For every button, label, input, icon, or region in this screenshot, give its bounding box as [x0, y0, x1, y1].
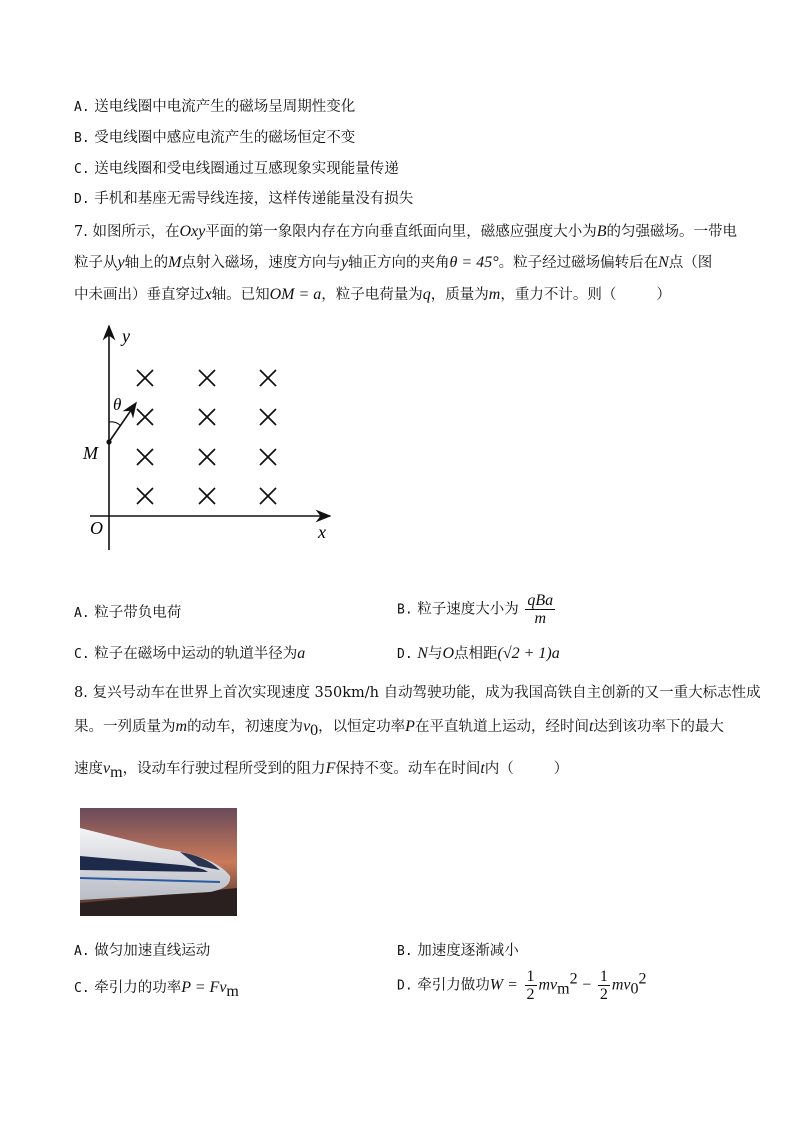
q6-option-a: [74, 97, 355, 118]
option-text: 做匀加速直线运动: [94, 943, 211, 959]
q8-stem-line-3: [74, 759, 568, 783]
stem-text: ）: [553, 761, 569, 777]
x-axis-label: x: [318, 522, 326, 542]
math-y: y: [117, 254, 125, 271]
stem-text: 轴正方向的夹角: [348, 255, 450, 271]
math-x: x: [204, 286, 212, 303]
math-theta: θ = 45°: [449, 254, 499, 271]
math-distance: (√2 + 1)a: [497, 645, 560, 662]
option-text: 受电线圈中感应电流产生的磁场恒定不变: [94, 130, 356, 146]
stem-text: 粒子从: [74, 255, 118, 271]
q8-stem-line-2: [74, 717, 724, 741]
field-cross: [199, 449, 215, 465]
math-t: t: [588, 718, 594, 735]
q7-option-a: [74, 603, 181, 624]
stem-text: 轴。已知: [211, 287, 270, 303]
option-label: B.: [397, 602, 413, 618]
math-mv: mv: [538, 976, 558, 994]
subscript: m: [110, 763, 123, 781]
point-m-label: M: [83, 443, 98, 463]
stem-text: 如图所示，在: [92, 224, 180, 240]
math-oxy: Oxy: [179, 223, 206, 240]
math-v: v: [103, 760, 111, 777]
train-photo: [80, 808, 237, 916]
math-o: O: [442, 645, 454, 662]
math-v: v: [303, 718, 311, 735]
math-mass: m: [175, 718, 188, 735]
option-text: 牵引力的功率: [94, 980, 182, 996]
math-m-point: M: [168, 254, 182, 271]
option-text: 粒子速度大小为: [417, 601, 519, 618]
q6-option-c: [74, 159, 399, 180]
q7-stem-line-3: [74, 285, 671, 305]
stem-text: 内（: [484, 761, 514, 777]
origin-label: O: [90, 518, 103, 538]
stem-text: ，质量为: [430, 287, 489, 303]
option-label: B.: [74, 131, 90, 146]
option-text: 与: [427, 646, 443, 662]
minus-sign: −: [582, 976, 592, 994]
y-axis-label: y: [122, 326, 130, 346]
math-w: W =: [489, 976, 518, 994]
q7-option-b: [397, 592, 557, 627]
fraction-numerator: 1: [526, 968, 535, 985]
stem-text: 在平直轨道上运动，经时间: [414, 719, 589, 735]
fraction-numerator: 1: [599, 968, 608, 985]
field-cross: [199, 488, 215, 504]
option-label: C.: [74, 162, 90, 177]
q6-option-b: [74, 128, 355, 149]
stem-text: 中未画出）垂直穿过: [74, 287, 205, 303]
stem-text: ，重力不计。则（: [500, 287, 617, 303]
q7-option-d: [397, 644, 560, 665]
stem-text: 保持不变。动车在时间: [335, 761, 481, 777]
stem-text: 点射入磁场，速度方向与: [181, 255, 341, 271]
option-text: 送电线圈和受电线圈通过互感现象实现能量传递: [94, 161, 399, 177]
stem-text: 的动车，初速度为: [187, 719, 304, 735]
half-fraction: [525, 968, 537, 1003]
math-n: N: [658, 254, 669, 271]
stem-text: ）: [656, 287, 671, 303]
math-f: F: [325, 760, 336, 777]
q8-option-b: [397, 941, 519, 962]
field-cross: [137, 409, 153, 425]
field-cross: [260, 370, 276, 386]
field-cross: [199, 370, 215, 386]
option-label: B.: [397, 944, 413, 959]
math-p: P: [405, 718, 415, 735]
option-label: A.: [74, 944, 90, 959]
math-y: y: [340, 254, 349, 271]
option-label: D.: [397, 647, 413, 662]
option-text: 粒子在磁场中运动的轨道半径为: [94, 646, 298, 662]
field-cross: [260, 449, 276, 465]
math-q: q: [422, 286, 431, 303]
subscript: 0: [310, 721, 319, 739]
math-n: N: [417, 645, 428, 662]
option-label: A.: [74, 100, 90, 115]
q8-option-d: [397, 968, 647, 1003]
option-label: C.: [74, 647, 90, 662]
stem-text: 速度: [74, 761, 103, 777]
option-text: 加速度逐渐减小: [417, 943, 519, 959]
option-label: A.: [74, 606, 90, 621]
subscript: m: [226, 982, 239, 1000]
option-label: D.: [397, 978, 413, 994]
math-power: P = Fv: [181, 979, 227, 996]
subscript: m: [557, 980, 570, 998]
magnetic-field-diagram: [78, 318, 348, 558]
speed-fraction: [525, 592, 555, 627]
stem-text: 平面的第一象限内存在方向垂直纸面向里，磁感应强度大小为: [205, 224, 597, 240]
field-cross: [137, 370, 153, 386]
field-cross: [260, 488, 276, 504]
fraction-denominator: m: [534, 610, 547, 627]
question-number: 8.: [74, 685, 88, 701]
math-a: a: [297, 645, 306, 662]
stem-text: 。粒子经过磁场偏转后在: [498, 255, 659, 271]
option-text: 送电线圈中电流产生的磁场呈周期性变化: [94, 99, 356, 115]
q6-option-d: [74, 189, 413, 210]
half-fraction: [598, 968, 610, 1003]
option-text: 手机和基座无需导线连接，这样传递能量没有损失: [94, 191, 414, 207]
option-text: 牵引力做功: [417, 977, 490, 994]
math-b: B: [596, 223, 607, 240]
stem-text: 的匀强磁场。一带电: [606, 224, 737, 240]
option-label: C.: [74, 981, 90, 996]
fraction-numerator: qBa: [527, 592, 554, 609]
fraction-denominator: 2: [526, 986, 535, 1003]
option-text: 粒子带负电荷: [94, 605, 182, 621]
q7-stem-line-2: [74, 253, 712, 273]
superscript: 2: [569, 970, 578, 988]
field-cross: [137, 488, 153, 504]
math-mv: mv: [611, 976, 631, 994]
angle-theta-label: θ: [113, 395, 122, 414]
option-text: 点相距: [454, 646, 498, 662]
superscript: 2: [638, 970, 647, 988]
stem-text: ，以恒定功率: [318, 719, 406, 735]
option-label: D.: [74, 192, 90, 207]
stem-text: 果。一列质量为: [74, 719, 176, 735]
stem-text: ，设动车行驶过程所受到的阻力: [122, 761, 326, 777]
fraction-denominator: 2: [599, 986, 608, 1003]
field-crosses: [137, 370, 276, 504]
question-number: 7.: [74, 224, 88, 240]
field-cross: [260, 409, 276, 425]
math-mass: m: [488, 286, 501, 303]
angle-arc: [109, 422, 121, 426]
field-cross: [199, 409, 215, 425]
q8-option-c: [74, 978, 239, 1002]
stem-text: 达到该功率下的最大: [593, 719, 724, 735]
q8-stem-line-1: [74, 683, 761, 703]
stem-text: 复兴号动车在世界上首次实现速度 350km/h 自动驾驶功能，成为我国高铁自主创新的又一重大标志性成: [92, 685, 761, 701]
math-om: OM = a: [269, 286, 322, 303]
q7-stem-line-1: [74, 222, 737, 242]
math-t: t: [480, 760, 485, 777]
stem-text: ，粒子电荷量为: [321, 287, 423, 303]
field-cross: [137, 449, 153, 465]
stem-text: 点（图: [668, 255, 713, 271]
stem-text: 轴上的: [124, 255, 169, 271]
q8-option-a: [74, 941, 210, 962]
q7-option-c: [74, 644, 305, 665]
subscript: 0: [630, 980, 639, 998]
